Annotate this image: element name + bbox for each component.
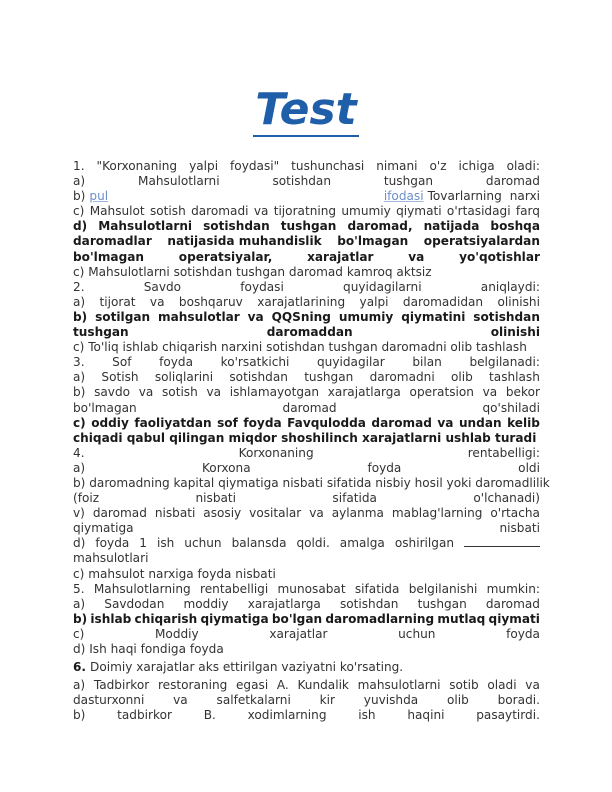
text-word: qiymatiga — [200, 611, 269, 626]
text-word: ish — [358, 708, 376, 723]
text-word: mutlaq — [437, 611, 486, 626]
text-word: c) — [73, 415, 86, 430]
text-word: daromad — [485, 596, 540, 611]
text-word: sof — [217, 415, 238, 430]
text-line — [73, 416, 540, 431]
text-word: Korxonaning — [238, 445, 314, 460]
text-word: ish — [156, 536, 175, 551]
text-word: oladi — [487, 678, 517, 693]
text-word: faoliyatdan — [134, 415, 212, 430]
text-word: ko'rsatkichi — [220, 355, 290, 370]
text-word: c) Mahsulotlarni sotishdan tushgan daromad kamroq aktsiz — [73, 264, 432, 279]
question-number: 6. — [73, 660, 87, 675]
text-word: belgilanadi: — [469, 355, 540, 370]
text-word: xarajatlarga — [247, 596, 321, 611]
text-word: boradi. — [497, 693, 540, 708]
text-word: chiqadi qabul qilingan miqdor shoshilinch xarajatlarni ushlab turadi — [73, 430, 537, 445]
text-line — [73, 597, 540, 612]
text-word: operatsiyalardan — [423, 234, 540, 249]
text-line — [73, 461, 540, 476]
text-word: foydasi — [240, 279, 284, 294]
text-word: o'lchanadi) — [473, 491, 540, 506]
text-word: farq — [515, 204, 540, 219]
text-line — [73, 385, 540, 400]
text-word: 3. — [73, 355, 85, 370]
text-word: sotishdan — [473, 309, 540, 324]
text-word: mumkin: — [486, 581, 540, 596]
text-word: olib — [450, 370, 473, 385]
link-word[interactable]: pul — [89, 189, 109, 204]
text-word: Mahsulot — [89, 204, 145, 219]
text-word: qiymatiga — [73, 521, 134, 536]
text-word: tushunchasi — [291, 159, 365, 173]
text-word: bo'lmagan — [73, 249, 145, 264]
text-word: tadbirkor — [117, 708, 172, 723]
text-word: Doimiy xarajatlar aks ettirilgan vaziyatni ko'rsating. — [90, 660, 404, 675]
text-line — [73, 325, 540, 340]
text-word: foyda — [243, 415, 282, 430]
text-line — [73, 234, 540, 249]
text-word: bo'lmagan — [337, 234, 409, 249]
text-word: ichiga — [458, 159, 495, 173]
text-line — [73, 475, 550, 491]
text-word: sotishdan — [272, 174, 331, 189]
text-word: foyda — [159, 355, 194, 370]
text-word: foyda — [95, 536, 130, 551]
text-word: qiymati — [396, 204, 442, 219]
text-word: va — [206, 385, 222, 400]
text-word: daromadni — [369, 370, 435, 385]
text-line — [73, 189, 540, 204]
text-word: ishlab — [90, 611, 132, 626]
text-word: munosabat — [277, 581, 346, 596]
text-word: d) — [73, 219, 88, 234]
text-word: operatsion — [409, 385, 474, 400]
text-word: yalpi — [189, 159, 219, 173]
text-word: daromad — [92, 506, 147, 521]
text-word: nisbati — [154, 506, 196, 521]
text-word: asosiy — [203, 506, 242, 521]
text-word: va — [437, 415, 454, 430]
text-word: vositalar — [249, 506, 302, 521]
text-word: Mahsulotlarni — [138, 174, 220, 189]
text-word: a) — [73, 174, 86, 189]
text-word: a) — [73, 460, 86, 475]
text-word: ishlamayotgan — [229, 385, 320, 400]
text-word: foyda — [506, 626, 540, 641]
text-line — [73, 204, 540, 219]
text-word: d) — [73, 536, 86, 551]
text-word: sotishdan — [203, 219, 270, 234]
text-word: daromaddan — [266, 325, 353, 340]
text-word: sotishdan — [339, 596, 399, 611]
text-word: savdo — [94, 385, 131, 400]
text-word: Kundalik — [297, 678, 349, 693]
text-word: tushgan — [280, 219, 337, 234]
text-word: yo'qotishlar — [459, 249, 540, 264]
text-word: kelib — [507, 415, 540, 430]
text-word: sifatida — [354, 581, 400, 596]
text-line — [73, 370, 540, 385]
text-word: B. — [203, 708, 216, 723]
text-word: sotish — [149, 204, 186, 219]
text-line — [73, 355, 540, 370]
text-word: a) — [73, 370, 86, 385]
text-line — [73, 250, 540, 265]
text-word: nisbati — [195, 491, 237, 506]
text-word: oldi — [518, 460, 540, 475]
text-line — [73, 280, 540, 295]
text-word: mablag'larning — [391, 506, 483, 521]
text-word: undan — [458, 415, 502, 430]
text-word: yalpi — [359, 294, 389, 309]
text-word: c) mahsulot narxiga foyda nisbati — [73, 566, 276, 581]
text-word: tushgan — [73, 325, 129, 340]
text-word: mahsulotlar — [158, 309, 240, 324]
text-word: tijoratning — [273, 204, 337, 219]
text-word: daromadlarning — [325, 611, 435, 626]
text-word: Mahsulotlarni — [98, 219, 193, 234]
text-word: b) — [73, 309, 88, 324]
text-word: va — [408, 249, 425, 264]
text-word: qiymati — [488, 611, 540, 626]
text-word: Sotish — [101, 370, 139, 385]
text-word: oshirilgan — [394, 536, 455, 551]
text-word: Korxona — [201, 460, 251, 475]
text-word: daromad — [282, 400, 337, 415]
text-word: A. — [276, 678, 289, 693]
text-line — [73, 567, 540, 582]
text-word: sotishdan — [229, 370, 288, 385]
text-word: daromad — [485, 174, 540, 189]
text-line — [73, 521, 540, 536]
text-word: Savdodan — [104, 596, 165, 611]
text-word: b) — [73, 385, 86, 400]
text-word: 2. — [73, 279, 85, 294]
text-word: restoraning — [157, 678, 228, 693]
text-word: tushgan — [383, 174, 434, 189]
text-word: uchun — [398, 626, 436, 641]
text-word: salfetkalarni — [216, 693, 291, 708]
text-word: foyda — [367, 460, 402, 475]
text-word: b) daromadning kapital qiymatiga nisbati sifatida nisbiy hosil yoki daromadlilik — [73, 475, 550, 490]
text-line — [73, 401, 540, 416]
text-word: moddiy — [183, 596, 229, 611]
text-line — [73, 536, 540, 551]
text-word: 1 — [139, 536, 147, 551]
text-word: mahsulotlarni — [357, 678, 441, 693]
text-word: belgilanishi — [408, 581, 478, 596]
text-line — [73, 159, 540, 174]
text-word: daromadlar — [73, 234, 152, 249]
text-word: b) — [73, 708, 86, 723]
text-word: xarajatlar — [307, 249, 374, 264]
text-word: tashlash — [489, 370, 540, 385]
text-word: QQSning — [271, 309, 331, 324]
text-word: olib — [447, 693, 469, 708]
text-word: kir — [319, 693, 335, 708]
text-word: qiymatini — [401, 309, 466, 324]
text-word: quyidagilarni — [343, 279, 422, 294]
text-word: sifatida — [332, 491, 377, 506]
text-word: 5. — [73, 581, 85, 596]
text-word: uchun — [184, 536, 222, 551]
text-word: va — [482, 385, 498, 400]
text-word: 4. — [73, 445, 85, 460]
text-line — [73, 660, 540, 675]
text-line — [73, 612, 540, 627]
text-word: sotish — [162, 385, 198, 400]
text-word: narxi — [509, 189, 540, 204]
text-word: operatsiyalar, — [178, 249, 273, 264]
document-body — [73, 159, 550, 723]
text-word: 1. — [73, 159, 85, 173]
text-word: rentabelligi: — [467, 445, 540, 460]
text-line — [73, 174, 540, 189]
text-line — [73, 340, 540, 355]
text-word: daromad, — [347, 219, 413, 234]
text-word: va — [173, 693, 188, 708]
text-word: sotilgan — [95, 309, 151, 324]
text-word: quyidagilar — [317, 355, 385, 370]
text-word: daromad — [371, 415, 432, 430]
text-word: aniqlaydi: — [480, 279, 540, 294]
text-word: c) — [73, 626, 85, 641]
text-word: bo'lmagan — [73, 400, 137, 415]
text-word: c) To'liq ishlab chiqarish narxini sotishdan tushgan daromadni olib tashlash — [73, 340, 527, 355]
text-word: oladi: — [506, 159, 540, 173]
text-word: Savdo — [143, 279, 182, 294]
text-word: foydasi" — [230, 159, 280, 173]
text-word: b) — [73, 611, 88, 626]
text-line — [73, 491, 540, 506]
text-word: amalga — [339, 536, 385, 551]
text-word: Sof — [112, 355, 132, 370]
text-word: haqini — [407, 708, 445, 723]
text-word: boshqaruv — [178, 294, 243, 309]
text-word: a) — [73, 596, 86, 611]
text-word: qoldi. — [296, 536, 330, 551]
text-word: pasaytirdi. — [476, 708, 540, 723]
text-word: c) — [73, 204, 85, 219]
text-word: tushgan — [417, 596, 467, 611]
text-word: xodimlarning — [247, 708, 327, 723]
text-word: Moddiy — [154, 626, 199, 641]
text-word: o'rtasidagi — [446, 204, 511, 219]
text-word: umumiy — [338, 309, 394, 324]
text-line — [73, 582, 540, 597]
text-word: Mahsulotlarning — [93, 581, 191, 596]
text-word: xarajatlarining — [257, 294, 346, 309]
text-word: va — [309, 506, 324, 521]
text-line — [73, 446, 540, 461]
text-line — [73, 693, 540, 708]
text-word: va — [525, 678, 540, 693]
text-word: a) — [73, 294, 86, 309]
text-line — [73, 708, 540, 723]
text-word: Tadbirkor — [93, 678, 150, 693]
page-title: Test — [255, 84, 357, 135]
text-line — [73, 295, 540, 310]
text-word: umumiy — [341, 204, 391, 219]
text-word: xarajatlar — [269, 626, 328, 641]
text-line — [73, 310, 540, 325]
text-line — [73, 678, 540, 693]
text-line — [73, 506, 540, 521]
text-word: daromadi — [191, 204, 249, 219]
answer-blank — [464, 536, 540, 547]
text-line — [73, 642, 540, 657]
text-word: Favqulodda — [287, 415, 366, 430]
hyperlink[interactable] — [89, 189, 423, 204]
text-word: o'rtacha — [490, 506, 540, 521]
text-word: balansda — [231, 536, 287, 551]
text-word: chiqarish — [134, 611, 198, 626]
text-word: daromadidan — [402, 294, 484, 309]
text-word: olinishi — [490, 325, 540, 340]
text-line — [73, 265, 540, 280]
text-word: o'z — [429, 159, 447, 173]
text-word: olinishi — [497, 294, 540, 309]
text-word: rentabelligi — [200, 581, 269, 596]
text-word: qo'shiladi — [482, 400, 540, 415]
text-word: bilan — [412, 355, 442, 370]
text-word: va — [149, 294, 165, 309]
text-word: dasturxonni — [73, 693, 145, 708]
text-word: natijada — [423, 219, 480, 234]
text-word: nisbati — [499, 521, 540, 536]
text-word: va — [247, 309, 264, 324]
text-word: "Korxonaning — [96, 159, 178, 173]
text-word: tijorat — [99, 294, 136, 309]
text-word: soliqlarini — [154, 370, 214, 385]
text-word: va — [253, 204, 269, 219]
text-word: egasi — [235, 678, 269, 693]
text-word: bekor — [505, 385, 540, 400]
text-word: aylanma — [331, 506, 384, 521]
text-word: sotib — [449, 678, 479, 693]
text-word: xarajatlarga — [327, 385, 401, 400]
text-word: va — [138, 385, 154, 400]
text-word: tushgan — [304, 370, 354, 385]
text-line — [73, 431, 540, 446]
text-line — [73, 551, 540, 566]
text-word: bo'lgan — [271, 611, 323, 626]
text-word: yuvishda — [363, 693, 419, 708]
option-label: b) — [73, 189, 86, 204]
text-word: natijasida muhandislik — [167, 234, 322, 249]
link-word[interactable]: ifodasi — [383, 189, 424, 204]
text-line — [73, 219, 540, 234]
text-word: a) — [73, 678, 86, 693]
text-word: nimani — [376, 159, 418, 173]
text-word: mahsulotlari — [73, 551, 149, 566]
text-word: d) Ish haqi fondiga foyda — [73, 642, 224, 656]
text-word: v) — [73, 506, 85, 521]
text-word: Tovarlarning — [427, 189, 502, 204]
text-word: oddiy — [91, 415, 129, 430]
text-word: boshqa — [490, 219, 540, 234]
text-line — [73, 627, 540, 642]
text-word: (foiz — [73, 491, 100, 506]
